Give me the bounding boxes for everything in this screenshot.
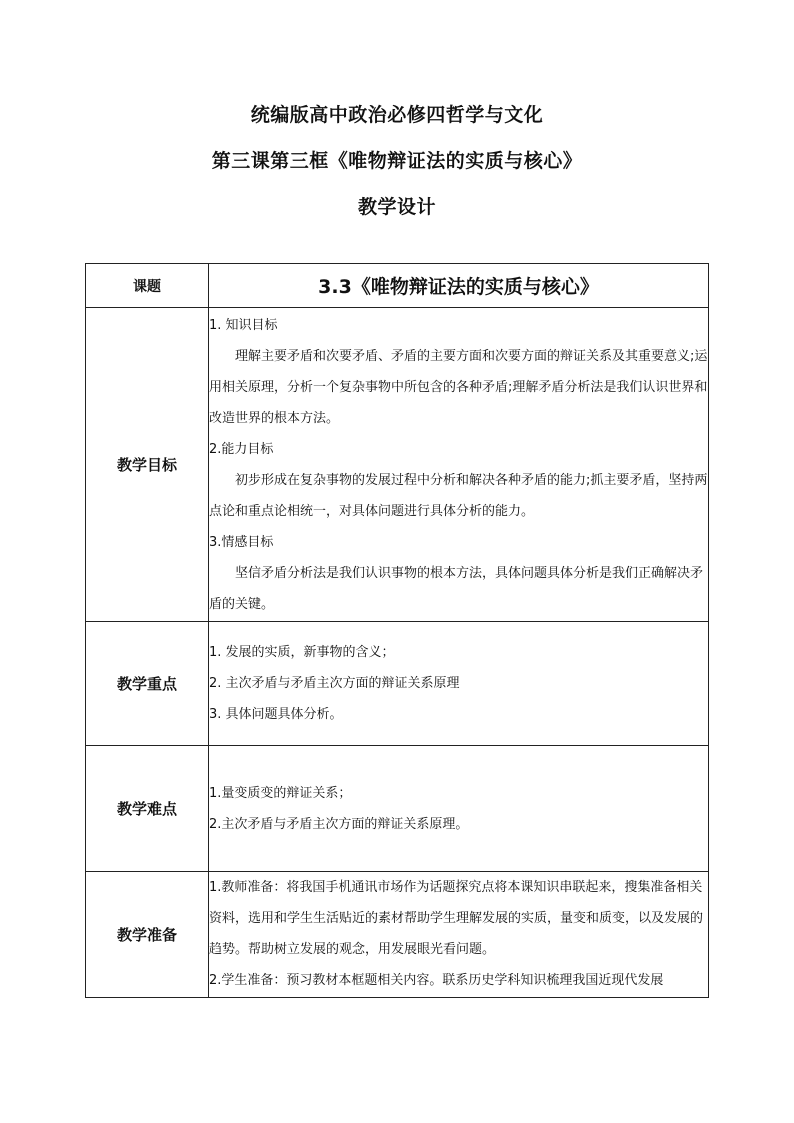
- knowledge-heading: 1. 知识目标: [209, 317, 278, 333]
- teacher-preparation: 1.教师准备：将我国手机通讯市场作为话题探究点将本课知识串联起来，搜集准备相关资料，选用和学生生活贴近的素材帮助学生理解发展的实质，量变和质变，以及发展的趋势。帮助树立发展的观念，用发展眼光看问题。: [209, 880, 704, 957]
- table-row-difficulties: [86, 746, 709, 872]
- table-row-preparation: [86, 872, 709, 998]
- ability-heading: 2.能力目标: [209, 441, 274, 457]
- preparation-label: 教学准备: [86, 872, 209, 998]
- document-title-block: [0, 104, 794, 242]
- emotion-heading: 3.情感目标: [209, 534, 274, 550]
- table-row-topic: [86, 264, 709, 308]
- emotion-text: 坚信矛盾分析法是我们认识事物的根本方法，具体问题具体分析是我们正确解决矛盾的关键。: [209, 565, 704, 612]
- key-points-label: 教学重点: [86, 622, 209, 746]
- list-item: 3. 具体问题具体分析。: [209, 707, 343, 722]
- lesson-plan-table: [85, 263, 709, 998]
- student-preparation: 2.学生准备：预习教材本框题相关内容。联系历史学科知识梳理我国近现代发展: [209, 973, 664, 988]
- topic-value: 3.3《唯物辩证法的实质与核心》: [209, 264, 709, 308]
- table-row-key-points: [86, 622, 709, 746]
- objectives-label: 教学目标: [86, 308, 209, 622]
- objectives-content: [209, 308, 709, 622]
- list-item: 1.量变质变的辩证关系；: [209, 785, 352, 801]
- table-row-objectives: [86, 308, 709, 622]
- title-line-1: 统编版高中政治必修四哲学与文化: [250, 104, 544, 126]
- ability-text: 初步形成在复杂事物的发展过程中分析和解决各种矛盾的能力;抓主要矛盾，坚持两点论和重点论相统一，对具体问题进行具体分析的能力。: [209, 472, 708, 519]
- list-item: 2. 主次矛盾与矛盾主次方面的辩证关系原理: [209, 676, 460, 691]
- difficulties-content: [209, 746, 709, 872]
- difficulties-label: 教学难点: [86, 746, 209, 872]
- preparation-content: [209, 872, 709, 998]
- list-item: 2.主次矛盾与矛盾主次方面的辩证关系原理。: [209, 816, 469, 832]
- topic-label: 课题: [86, 264, 209, 308]
- title-line-2: 第三课第三框《唯物辩证法的实质与核心》: [211, 150, 583, 172]
- key-points-content: [209, 622, 709, 746]
- knowledge-text: 理解主要矛盾和次要矛盾、矛盾的主要方面和次要方面的辩证关系及其重要意义;运用相关原理，分析一个复杂事物中所包含的各种矛盾;理解矛盾分析法是我们认识世界和改造世界的根本方法。: [209, 348, 708, 426]
- list-item: 1. 发展的实质，新事物的含义；: [209, 645, 395, 660]
- title-line-3: 教学设计: [357, 196, 436, 218]
